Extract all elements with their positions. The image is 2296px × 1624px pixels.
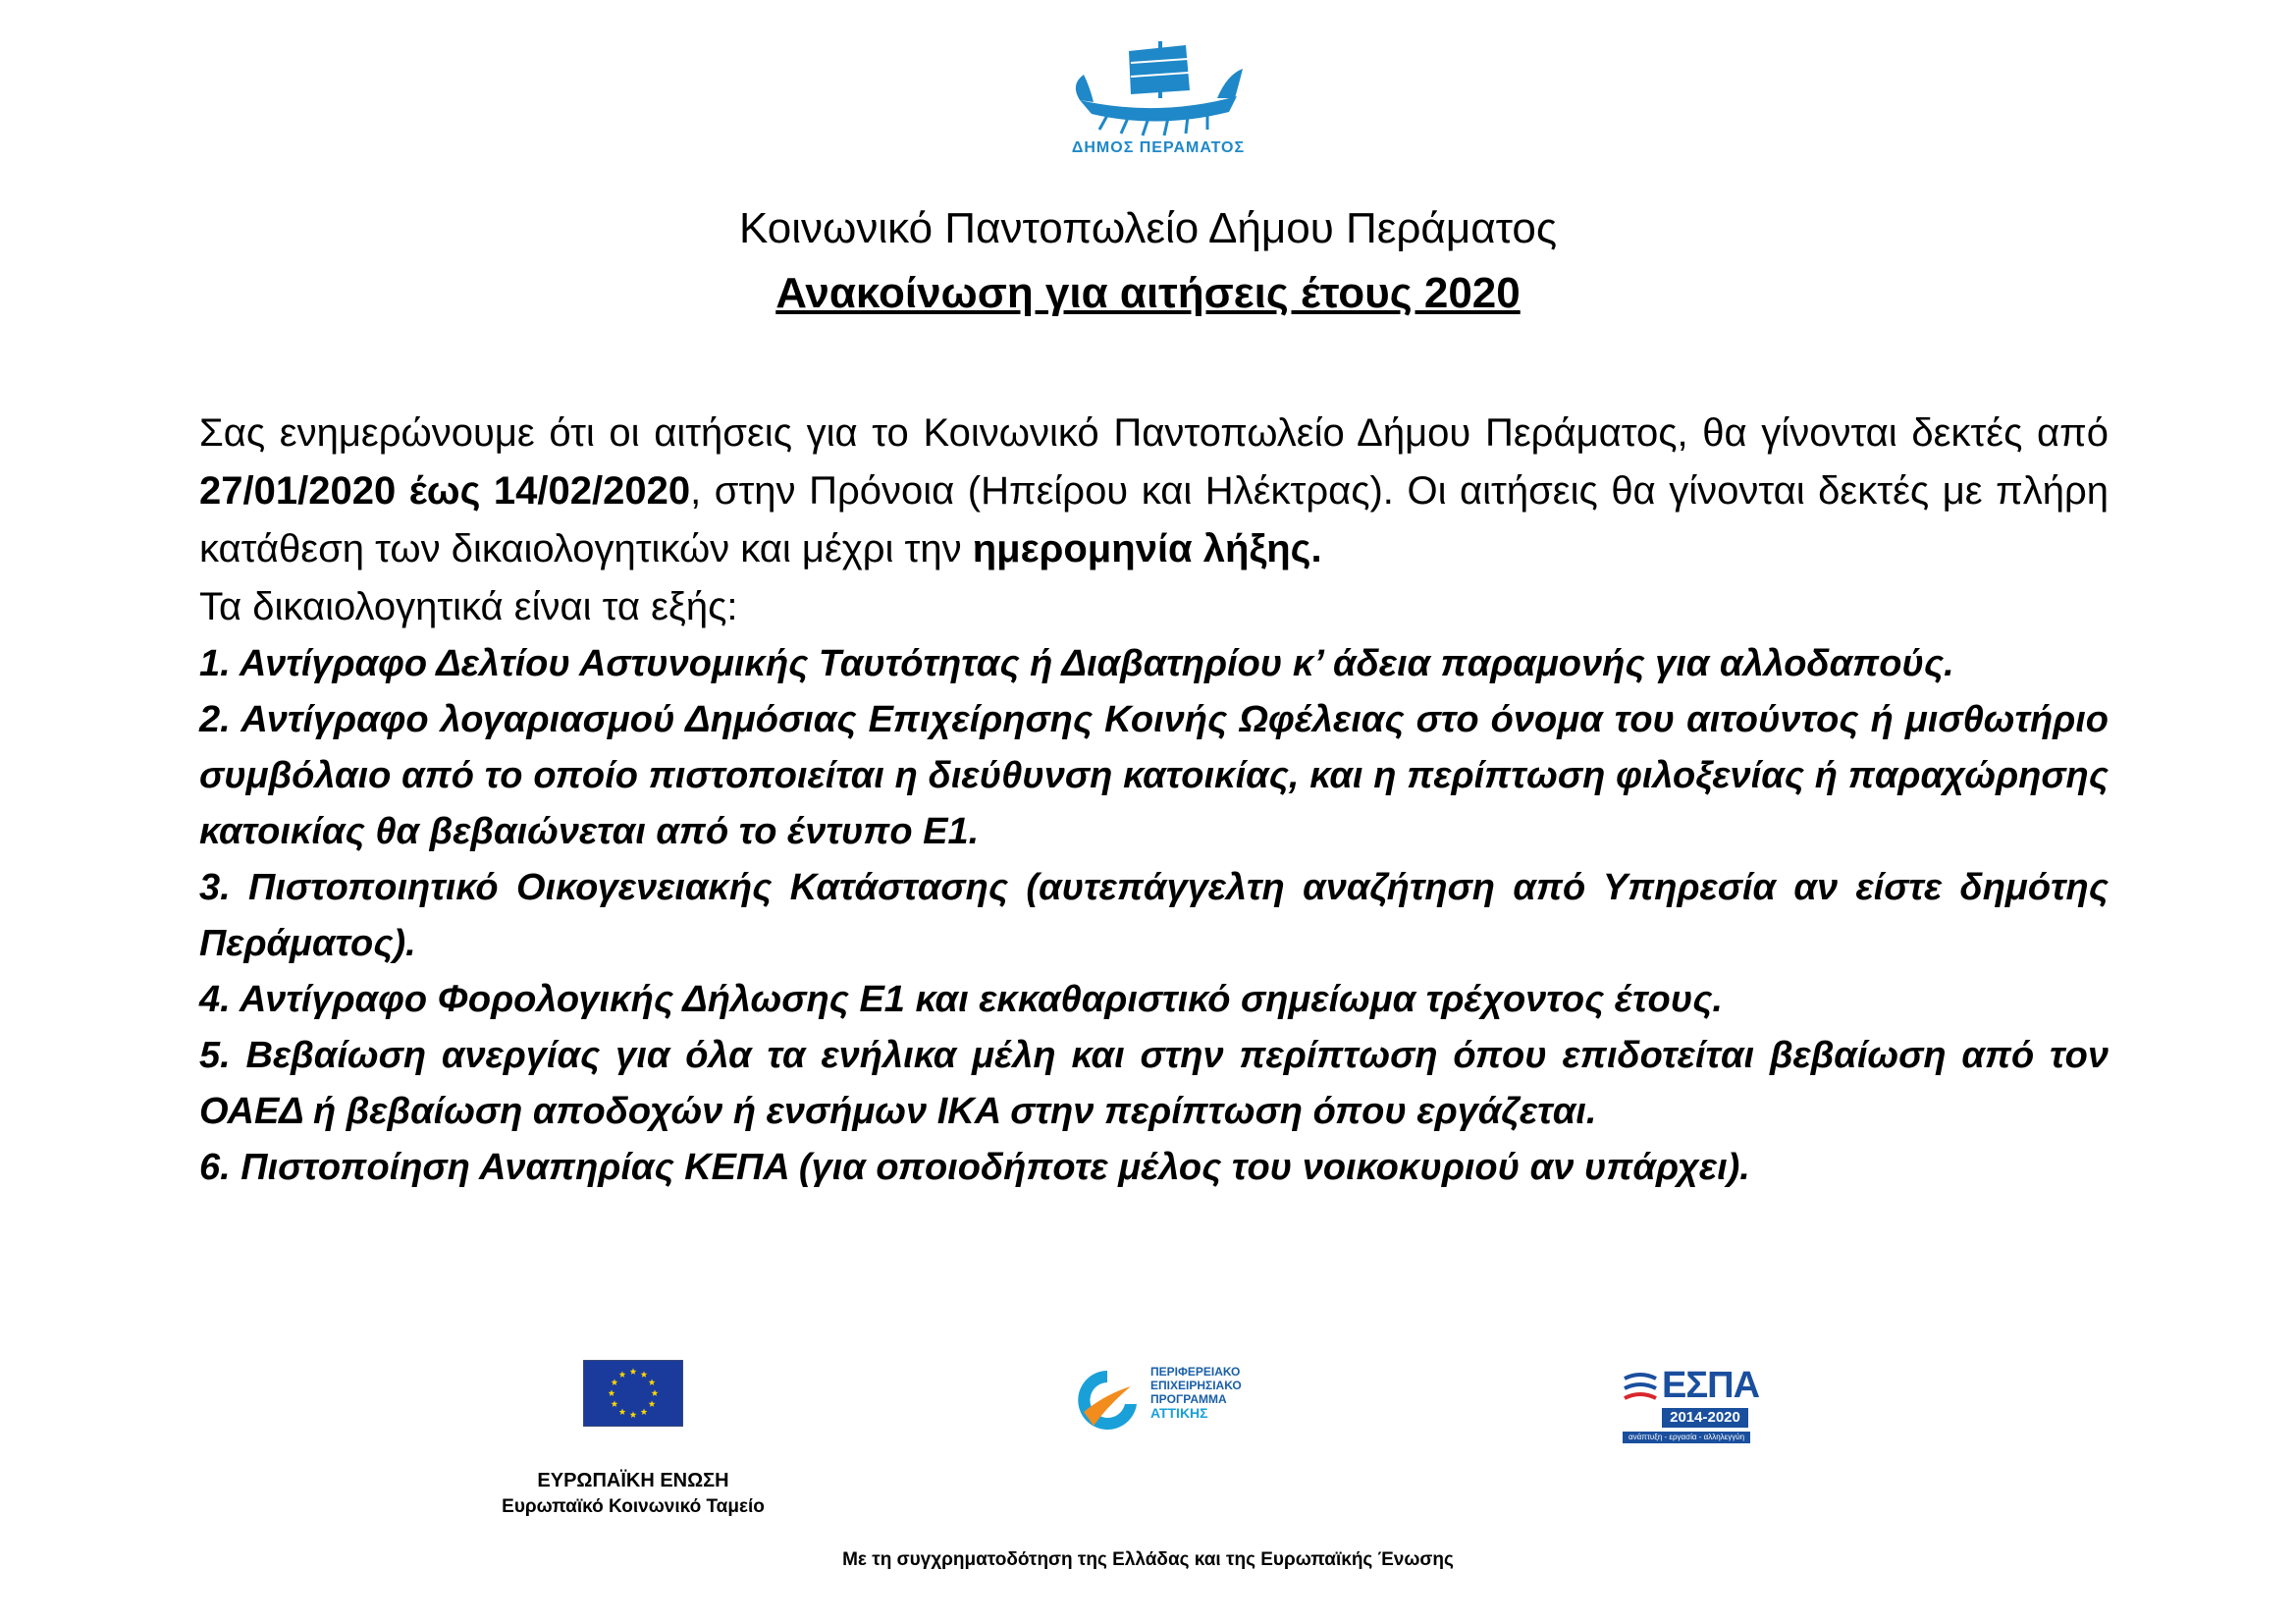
- announcement-body: [199, 405, 2109, 1196]
- requirement-item: 3. Πιστοποιητικό Οικογενειακής Κατάστασης (αυτεπάγγελτη αναζήτηση από Υπηρεσία αν είστε δημότης Περάματος).: [199, 867, 2109, 964]
- requirement-item: 4. Αντίγραφο Φορολογικής Δήλωσης Ε1 και εκκαθαριστικό σημείωμα τρέχοντος έτους.: [199, 979, 1723, 1020]
- paragraph-text-a: Σας ενημερώνουμε ότι οι αιτήσεις για το Κοινωνικό Παντοπωλείο Δήμου Περάματος, θα γίνονται δεκτές από: [199, 411, 2109, 455]
- programme-region: ΑΤΤΙΚΗΣ: [1150, 1405, 1208, 1421]
- espa-logo: [1623, 1365, 1760, 1453]
- espa-label: ΕΣΠΑ: [1662, 1365, 1760, 1406]
- trireme-ship-icon: [1070, 39, 1247, 137]
- programme-line: ΠΕΡΙΦΕΡΕΙΑΚΟ: [1150, 1365, 1241, 1379]
- page-title: Κοινωνικό Παντοπωλείο Δήμου Περάματος: [738, 204, 1558, 252]
- logo-caption: ΔΗΜΟΣ ΠΕΡΑΜΑΤΟΣ: [1071, 139, 1246, 156]
- paragraph-text-b: , στην Πρόνοια (Ηπείρου και Ηλέκτρας). Οι αιτήσεις θα γίνονται δεκτές με πλήρη κατάθεση των δικαιολογητικών και μέχρι την: [199, 469, 2109, 570]
- greek-flag-icon: [1623, 1371, 1658, 1410]
- requirement-item: 1. Αντίγραφο Δελτίου Αστυνομικής Ταυτότητας ή Διαβατηρίου κ’ άδεια παραμονής για αλλοδαπούς.: [199, 643, 1954, 684]
- swirl-logo-icon: [1070, 1365, 1145, 1439]
- requirement-item: 6. Πιστοποίηση Αναπηρίας ΚΕΠΑ (για οποιοδήποτε μέλος του νοικοκυριού αν υπάρχει).: [199, 1147, 1750, 1188]
- eu-flag-icon: [583, 1360, 683, 1427]
- requirement-item: 5. Βεβαίωση ανεργίας για όλα τα ενήλικα μέλη και στην περίπτωση όπου επιδοτείται βεβαίωση από τον ΟΑΕΔ ή βεβαίωση αποδοχών ή ενσήμων ΙΚΑ στην περίπτωση όπου εργάζεται.: [199, 1035, 2109, 1132]
- espa-years: 2014-2020: [1662, 1408, 1748, 1428]
- regional-programme-logo: [1070, 1365, 1276, 1443]
- application-dates: 27/01/2020 έως 14/02/2020: [199, 469, 691, 513]
- programme-line: ΕΠΙΧΕΙΡΗΣΙΑΚΟ: [1150, 1379, 1242, 1392]
- espa-tagline: ανάπτυξη - εργασία - αλληλεγγύη: [1623, 1432, 1750, 1443]
- announcement-paragraph: [199, 405, 2109, 578]
- municipality-logo: [1060, 39, 1256, 157]
- page-subtitle: Ανακοίνωση για αιτήσεις έτους 2020: [775, 269, 1521, 317]
- esf-name: Ευρωπαϊκό Κοινωνικό Ταμείο: [502, 1496, 765, 1517]
- programme-line: ΠΡΟΓΡΑΜΜΑ: [1150, 1392, 1227, 1406]
- programme-text: [1150, 1365, 1242, 1420]
- deadline-text: ημερομηνία λήξης.: [972, 527, 1322, 570]
- requirements-intro: Τα δικαιολογητικά είναι τα εξής:: [199, 585, 738, 628]
- requirement-item: 2. Αντίγραφο λογαριασμού Δημόσιας Επιχείρησης Κοινής Ωφέλειας στο όνομα του αιτούντος ή μισθωτήριο συμβόλαιο από το οποίο πιστοποιείται η διεύθυνση κατοικίας, και η περίπτωση φιλοξενίας ή παραχώρησης κατοικίας θα βεβαιώνεται από το έντυπο Ε1.: [199, 699, 2109, 852]
- eu-name: ΕΥΡΩΠΑΪΚΗ ΕΝΩΣΗ: [537, 1470, 729, 1491]
- eu-logo-block: [432, 1360, 834, 1518]
- cofunding-statement: Με τη συγχρηματοδότηση της Ελλάδας και της Ευρωπαϊκής Ένωσης: [842, 1549, 1454, 1570]
